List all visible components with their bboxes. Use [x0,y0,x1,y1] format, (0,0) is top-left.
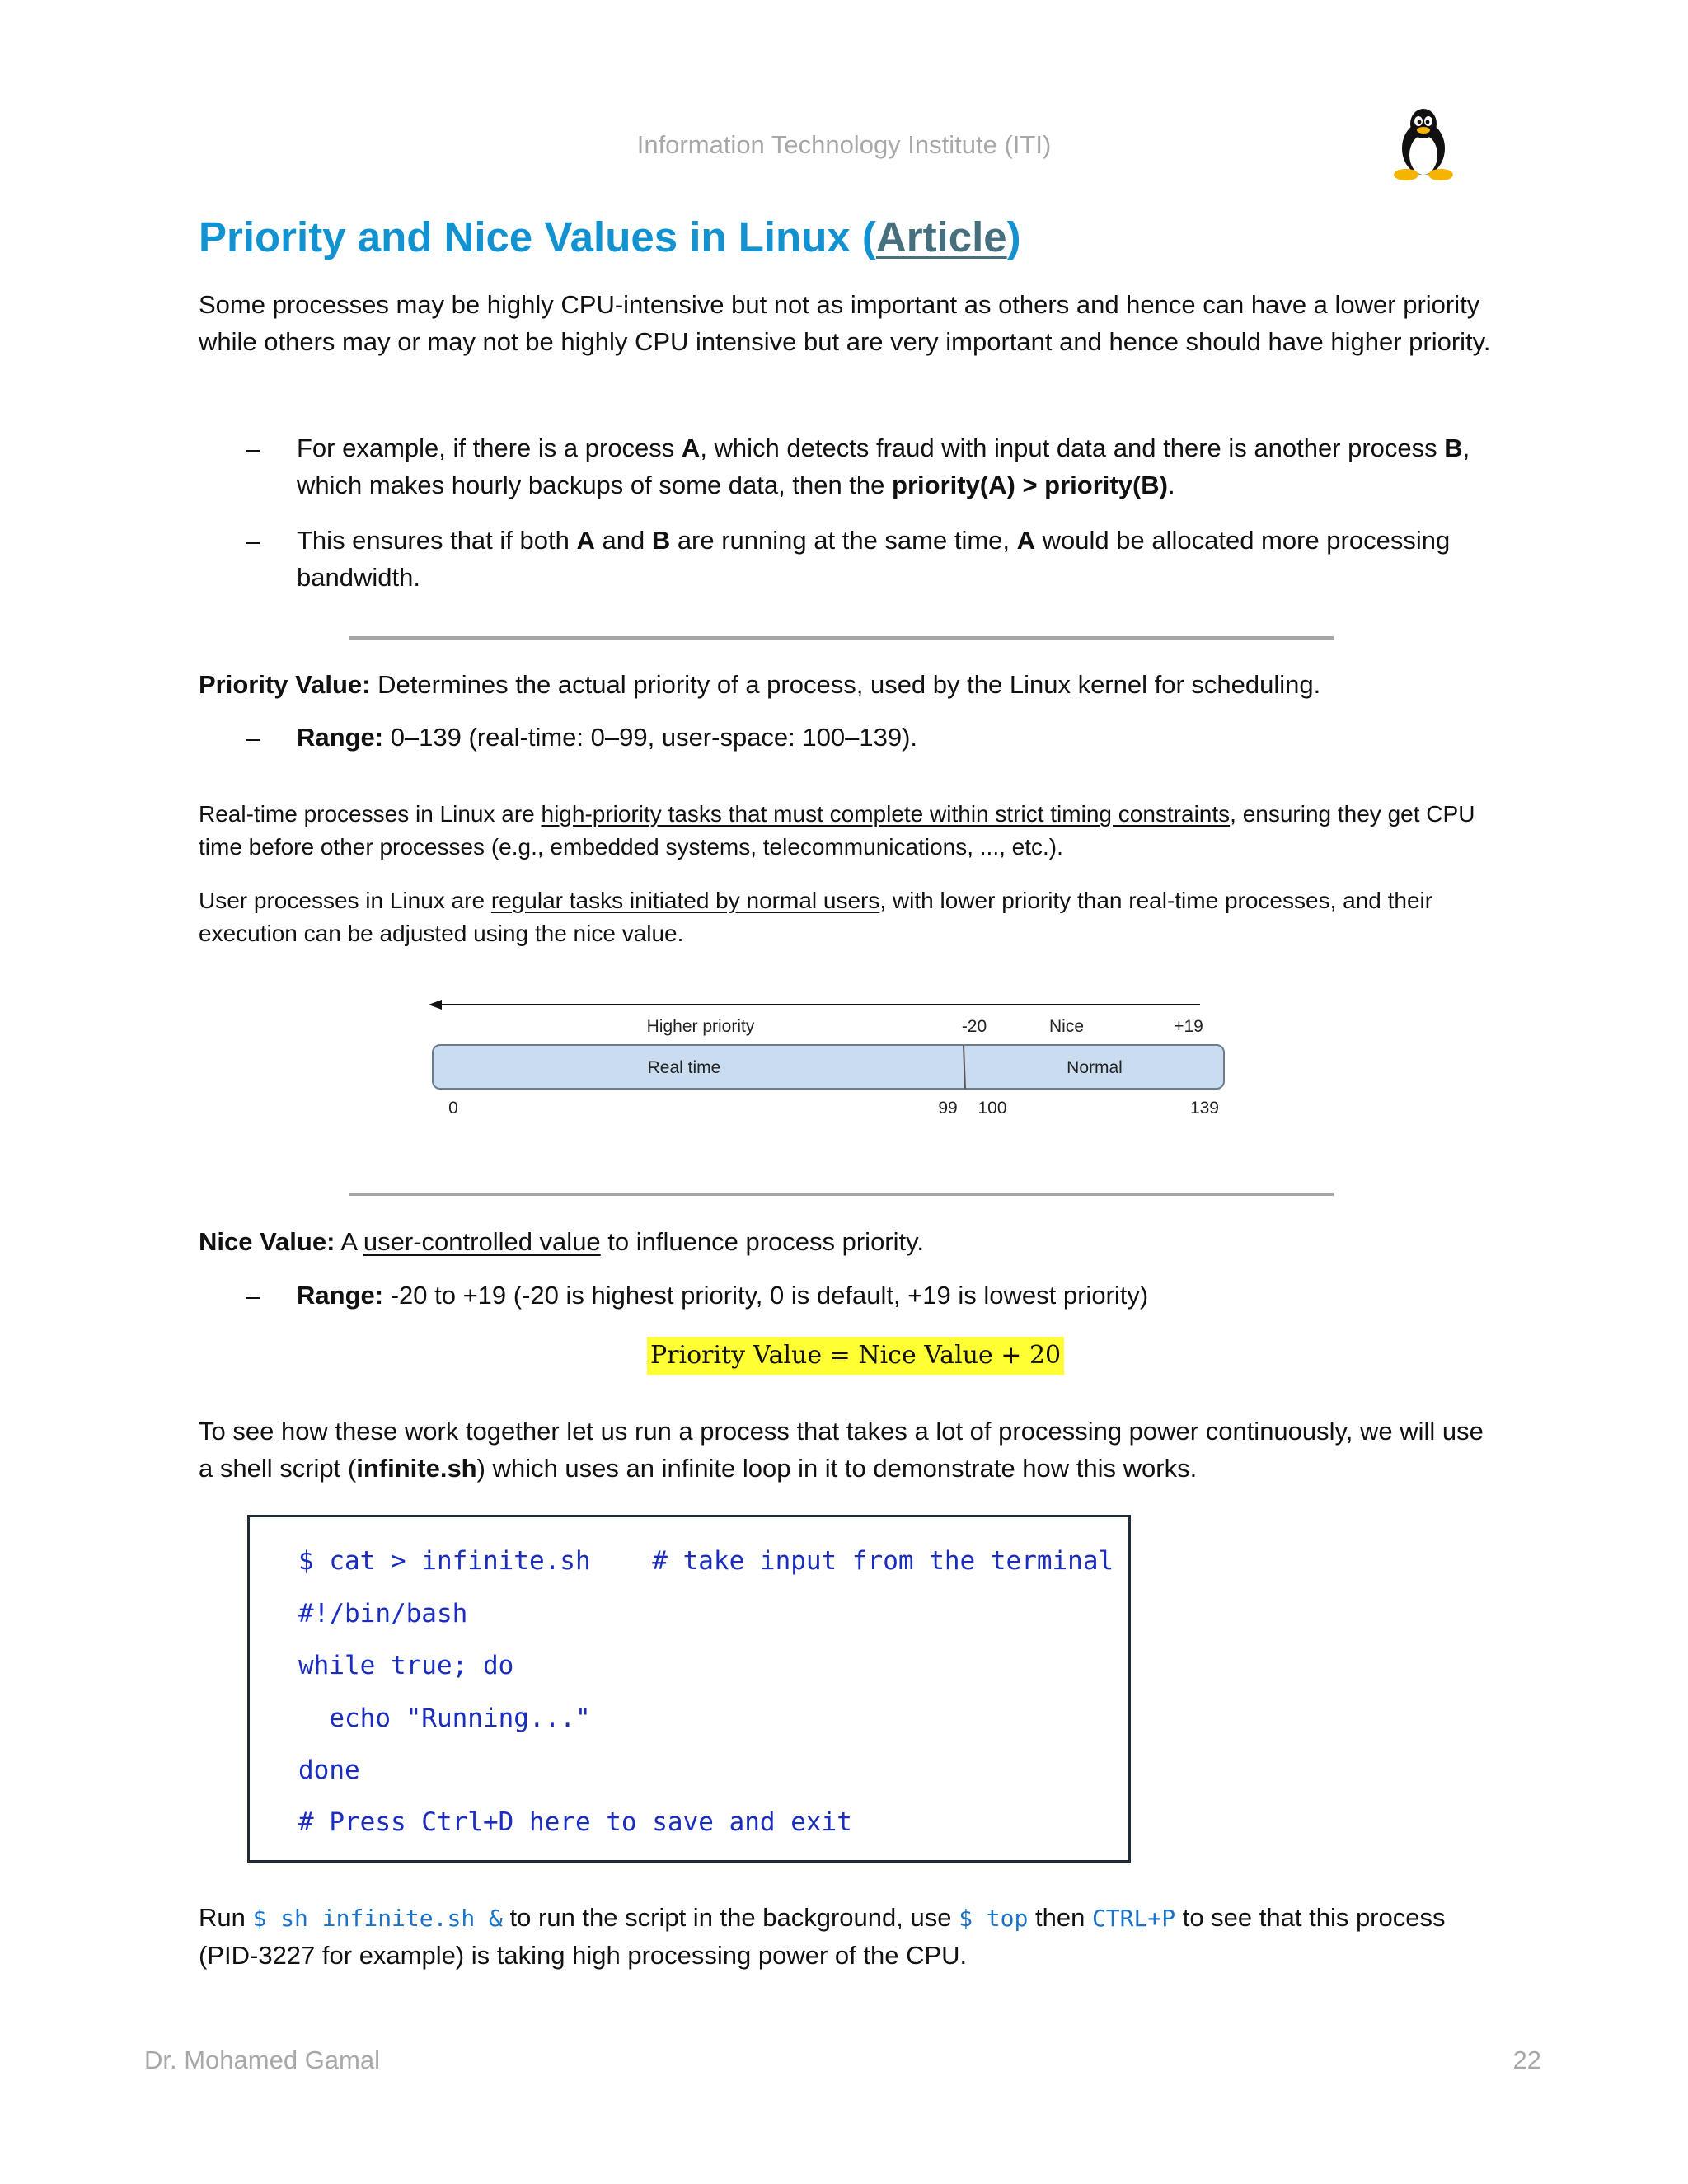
priority-formula: Priority Value = Nice Value + 20 [647,1337,1064,1375]
demo-intro-paragraph: To see how these work together let us run a process that takes a lot of processing power continuously, we will use a shell script (infinite.sh) which uses an infinite loop in it to demonstrate how this works. [199,1417,1484,1483]
code-line: done [298,1755,360,1785]
code-block [247,1515,1131,1863]
example-bullet-1: For example, if there is a process A, which detects fraud with input data and there is another process B, which makes hourly backups of some data, then the priority(A) > priority(B). [297,434,1470,499]
priority-range-diagram [424,993,1236,1125]
tux-penguin-icon [1390,105,1457,181]
code-line: echo "Running..." [298,1704,591,1733]
dash-bullet: – [246,1282,260,1310]
nice-range: Range: -20 to +19 (-20 is highest priority, 0 is default, +19 is lowest priority) [297,1281,1149,1310]
priority-value-definition: Priority Value: Determines the actual priority of a process, used by the Linux kernel for scheduling. [199,670,1321,699]
nice-value-definition: Nice Value: A user-controlled value to influence process priority. [199,1227,924,1256]
nice-label: Nice [1048,1017,1085,1036]
code-line: while true; do [298,1651,514,1680]
page-title: Priority and Nice Values in Linux (Article) [199,213,1021,260]
normal-label: Normal [1067,1058,1123,1077]
tick-0: 0 [448,1099,458,1118]
priority-range: Range: 0–139 (real-time: 0–99, user-space: 100–139). [297,723,918,752]
higher-priority-label: Higher priority [646,1017,755,1036]
example-bullet-2: This ensures that if both A and B are running at the same time, A would be allocated more processing bandwidth. [297,526,1451,592]
nice-max-label: +19 [1174,1017,1203,1036]
page-number: 22 [1512,2046,1541,2074]
run-instructions: Run $ sh infinite.sh & to run the script in the background, use $ top then CTRL+P to see that this process (PID-3227 for example) is taking high processing power of the CPU. [199,1903,1446,1970]
dash-bullet: – [246,434,260,463]
dash-bullet: – [246,724,260,752]
code-line: $ cat > infinite.sh # take input from the terminal [298,1546,1114,1576]
realtime-label: Real time [647,1058,721,1077]
tick-100: 100 [978,1099,1007,1118]
tick-139: 139 [1189,1099,1219,1118]
nice-min-label: -20 [961,1017,987,1036]
code-line: # Press Ctrl+D here to save and exit [298,1807,852,1837]
section-divider [349,636,1334,640]
user-process-note: User processes in Linux are regular tasks initiated by normal users, with lower priority than real-time processes, and their execution can be adjusted using the nice value. [199,888,1433,946]
page-header: Information Technology Institute (ITI) [636,130,1052,159]
arrow-head-icon [429,1000,442,1010]
footer-author: Dr. Mohamed Gamal [144,2046,380,2074]
dash-bullet: – [246,527,260,555]
realtime-note: Real-time processes in Linux are high-priority tasks that must complete within strict timing constraints, ensuring they get CPU time before other processes (e.g., embedded systems, telecommunications, ..., etc.). [199,801,1475,860]
article-link[interactable]: Article [875,213,1007,260]
section-divider [349,1193,1334,1196]
code-line: #!/bin/bash [298,1599,468,1629]
tick-99: 99 [938,1099,958,1118]
intro-paragraph: Some processes may be highly CPU-intensive but not as important as others and hence can have a lower priority while others may or may not be highly CPU intensive but are very important and hence should have higher priority. [199,290,1491,356]
